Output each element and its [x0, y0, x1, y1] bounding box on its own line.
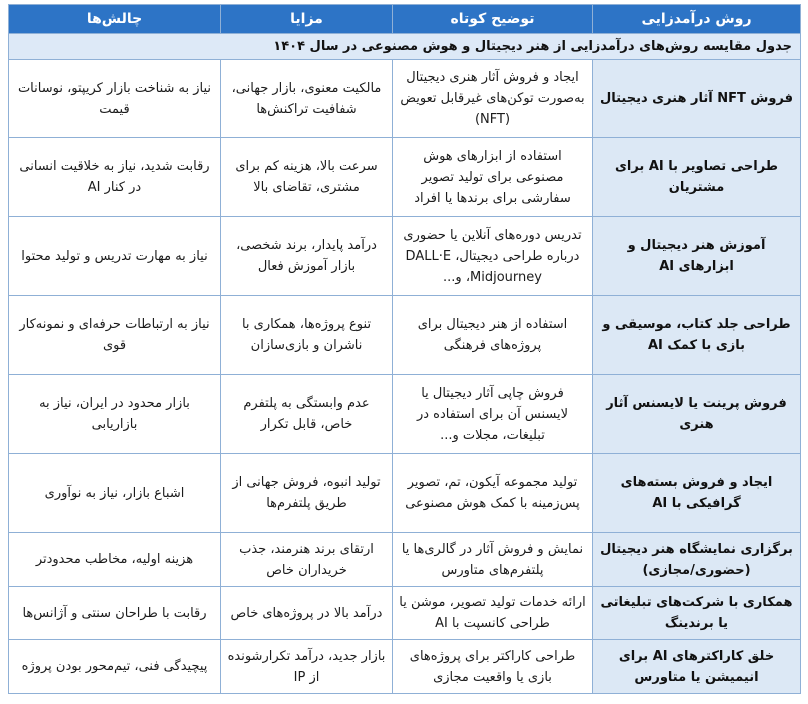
- method-cell: آموزش هنر دیجیتال و ابزارهای AI: [593, 217, 801, 296]
- method-cell: فروش NFT آثار هنری دیجیتال: [593, 60, 801, 138]
- advantages-cell: سرعت بالا، هزینه کم برای مشتری، تقاضای بالا: [221, 138, 393, 217]
- method-cell: طراحی تصاویر با AI برای مشتریان: [593, 138, 801, 217]
- advantages-cell: درآمد پایدار، برند شخصی، بازار آموزش فعال: [221, 217, 393, 296]
- challenges-cell: رقابت شدید، نیاز به خلاقیت انسانی در کنار AI: [9, 138, 221, 217]
- description-cell: طراحی کاراکتر برای پروژه‌های بازی یا واقعیت مجازی: [393, 640, 593, 694]
- challenges-cell: رقابت با طراحان سنتی و آژانس‌ها: [9, 587, 221, 640]
- header-row: [9, 5, 801, 34]
- table-row: [9, 587, 801, 640]
- description-cell: استفاده از ابزارهای هوش مصنوعی برای تولید تصویر سفارشی برای برندها یا افراد: [393, 138, 593, 217]
- method-cell: ایجاد و فروش بسته‌های گرافیکی با AI: [593, 454, 801, 533]
- advantages-cell: درآمد بالا در پروژه‌های خاص: [221, 587, 393, 640]
- table-row: [9, 454, 801, 533]
- caption-row: [9, 34, 801, 60]
- description-cell: فروش چاپی آثار دیجیتال یا لایسنس آن برای استفاده در تبلیغات، مجلات و...: [393, 375, 593, 454]
- advantages-cell: تولید انبوه، فروش جهانی از طریق پلتفرم‌ها: [221, 454, 393, 533]
- description-cell: استفاده از هنر دیجیتال برای پروژه‌های فرهنگی: [393, 296, 593, 375]
- advantages-cell: ارتقای برند هنرمند، جذب خریداران خاص: [221, 533, 393, 587]
- description-cell: تولید مجموعه آیکون، تم، تصویر پس‌زمینه با کمک هوش مصنوعی: [393, 454, 593, 533]
- advantages-cell: تنوع پروژه‌ها، همکاری با ناشران و بازی‌سازان: [221, 296, 393, 375]
- challenges-cell: اشباع بازار، نیاز به نوآوری: [9, 454, 221, 533]
- method-cell: فروش پرینت یا لایسنس آثار هنری: [593, 375, 801, 454]
- challenges-cell: بازار محدود در ایران، نیاز به بازاریابی: [9, 375, 221, 454]
- challenges-cell: پیچیدگی فنی، تیم‌محور بودن پروژه: [9, 640, 221, 694]
- description-cell: ارائه خدمات تولید تصویر، موشن یا طراحی کانسپت با AI: [393, 587, 593, 640]
- table-row: [9, 375, 801, 454]
- method-cell: همکاری با شرکت‌های تبلیغاتی یا برندینگ: [593, 587, 801, 640]
- method-cell: طراحی جلد کتاب، موسیقی و بازی با کمک AI: [593, 296, 801, 375]
- comparison-table: [8, 4, 801, 694]
- advantages-cell: بازار جدید، درآمد تکرارشونده از IP: [221, 640, 393, 694]
- table-row: [9, 640, 801, 694]
- description-cell: تدریس دوره‌های آنلاین یا حضوری درباره طراحی دیجیتال، DALL·E ،Midjourney و...: [393, 217, 593, 296]
- header-description: توضیح کوتاه: [393, 5, 593, 34]
- table-row: [9, 60, 801, 138]
- advantages-cell: عدم وابستگی به پلتفرم خاص، قابل تکرار: [221, 375, 393, 454]
- table-caption: جدول مقایسه روش‌های درآمدزایی از هنر دیجیتال و هوش مصنوعی در سال ۱۴۰۴: [9, 34, 801, 60]
- challenges-cell: هزینه اولیه، مخاطب محدودتر: [9, 533, 221, 587]
- table-row: [9, 138, 801, 217]
- table-row: [9, 296, 801, 375]
- table-row: [9, 217, 801, 296]
- advantages-cell: مالکیت معنوی، بازار جهانی، شفافیت تراکنش‌ها: [221, 60, 393, 138]
- header-method: روش درآمدزایی: [593, 5, 801, 34]
- header-challenges: چالش‌ها: [9, 5, 221, 34]
- method-cell: خلق کاراکترهای AI برای انیمیشن یا متاورس: [593, 640, 801, 694]
- table-row: [9, 533, 801, 587]
- header-advantages: مزایا: [221, 5, 393, 34]
- challenges-cell: نیاز به ارتباطات حرفه‌ای و نمونه‌کار قوی: [9, 296, 221, 375]
- method-cell: برگزاری نمایشگاه هنر دیجیتال (حضوری/مجازی): [593, 533, 801, 587]
- description-cell: نمایش و فروش آثار در گالری‌ها یا پلتفرم‌های متاورس: [393, 533, 593, 587]
- description-cell: ایجاد و فروش آثار هنری دیجیتال به‌صورت توکن‌های غیرقابل تعویض (NFT): [393, 60, 593, 138]
- challenges-cell: نیاز به مهارت تدریس و تولید محتوا: [9, 217, 221, 296]
- challenges-cell: نیاز به شناخت بازار کریپتو، نوسانات قیمت: [9, 60, 221, 138]
